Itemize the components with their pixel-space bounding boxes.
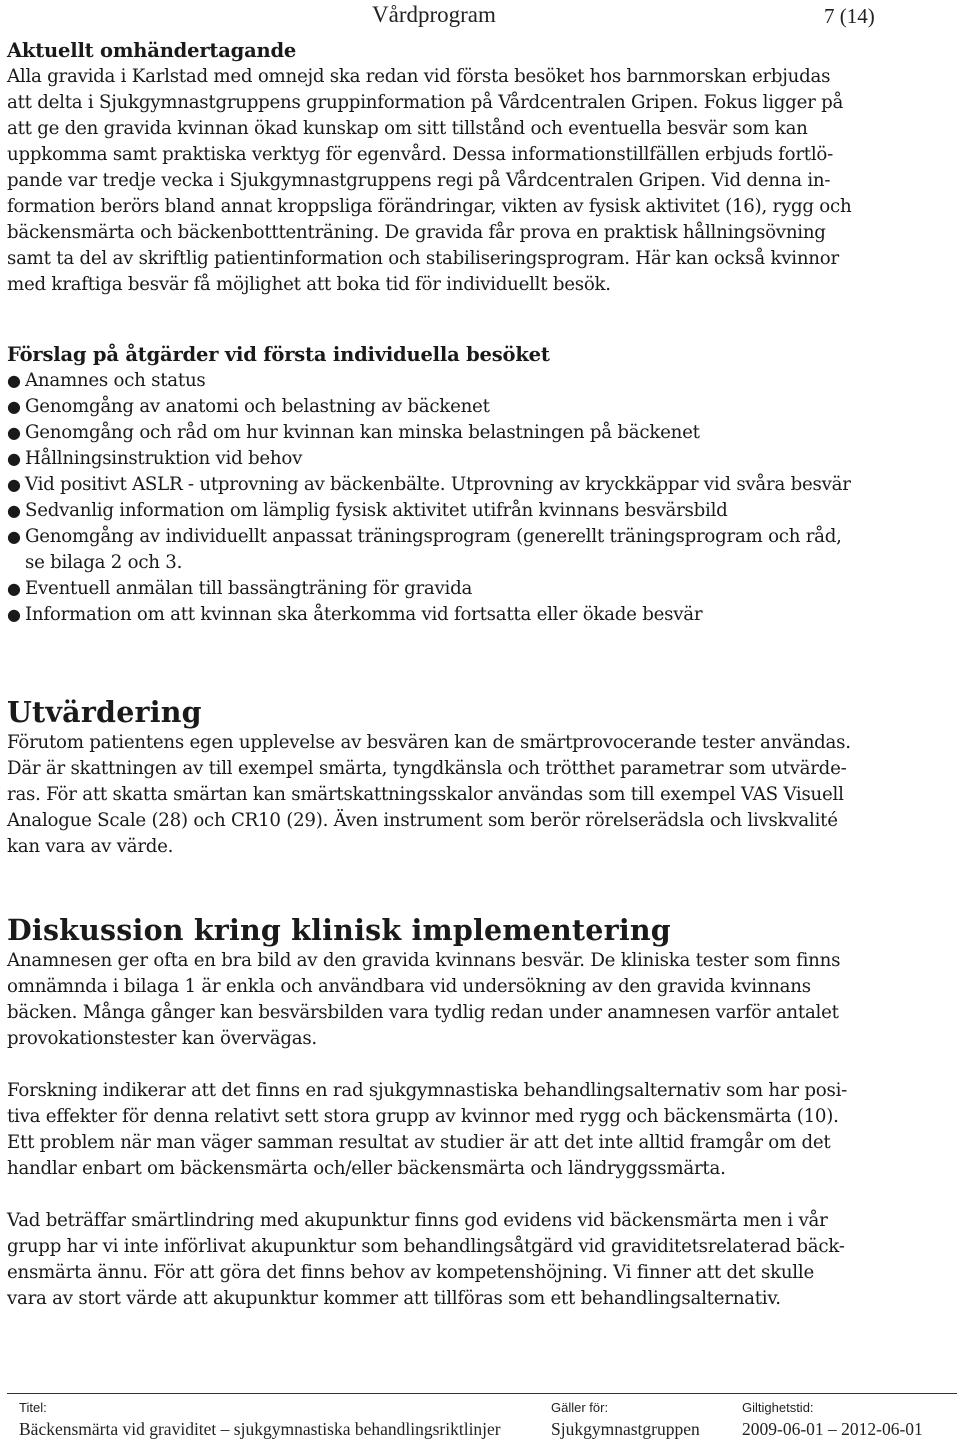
- section-heading: Utvärdering: [7, 695, 202, 729]
- list-item-text: Vid positivt ASLR - utprovning av bäckenbälte. Utprovning av kryckkäppar vid svåra besvär: [25, 474, 851, 495]
- page-header: [0, 0, 960, 30]
- text-line: tiva effekter för denna relativt sett stora grupp av kvinnor med rygg och bäckensmärta (10).: [7, 1106, 839, 1127]
- bullet-icon: ●: [7, 423, 21, 442]
- page-footer: [7, 1393, 957, 1439]
- text-line: handlar enbart om bäckensmärta och/eller bäckensmärta och ländryggssmärta.: [7, 1158, 726, 1179]
- paragraph: [7, 64, 957, 298]
- text-line: provokationstester kan övervägas.: [7, 1028, 317, 1049]
- footer-applies-value: Sjukgymnastgruppen: [551, 1419, 700, 1439]
- text-line: Anamnesen ger ofta en bra bild av den gravida kvinnans besvär. De kliniska tester som finns: [7, 950, 841, 971]
- list-item-text: Sedvanlig information om lämplig fysisk aktivitet utifrån kvinnans besvärsbild: [25, 500, 728, 521]
- list-item: [7, 394, 957, 420]
- text-line: Förutom patientens egen upplevelse av besvären kan de smärtprovocerande tester användas.: [7, 732, 851, 753]
- text-line: uppkomma samt praktiska verktyg för egenvård. Dessa informationstillfällen erbjuds fortlö-: [7, 144, 834, 165]
- text-line: bäcken. Många gånger kan besvärsbilden vara tydlig redan under anamnesen varför antalet: [7, 1002, 839, 1023]
- bullet-icon: ●: [7, 397, 21, 416]
- list-item-text: Anamnes och status: [25, 370, 206, 391]
- page-number: 7 (14): [824, 4, 875, 28]
- text-line: formation berörs bland annat kroppsliga förändringar, vikten av fysisk aktivitet (16), rygg och: [7, 196, 852, 217]
- section-heading: Förslag på åtgärder vid första individuella besöket: [7, 343, 550, 366]
- list-item-text: Hållningsinstruktion vid behov: [25, 448, 303, 469]
- list-item-text: se bilaga 2 och 3.: [25, 552, 183, 573]
- list-item-text: Eventuell anmälan till bassängträning för gravida: [25, 578, 473, 599]
- list-item: [7, 498, 957, 524]
- list-item: [7, 524, 957, 576]
- list-item: [7, 472, 957, 498]
- footer-applies-label: Gäller för:: [551, 1400, 609, 1415]
- text-line: att ge den gravida kvinnan ökad kunskap om sitt tillstånd och eventuella besvär som kan: [7, 118, 808, 139]
- list-item: [7, 368, 957, 394]
- text-line: pande var tredje vecka i Sjukgymnastgruppens regi på Vårdcentralen Gripen. Vid denna in-: [7, 170, 831, 191]
- text-line: Där är skattningen av till exempel smärta, tyngdkänsla och trötthet parametrar som utvärde-: [7, 758, 847, 779]
- text-line: bäckensmärta och bäckenbotttenträning. De gravida får prova en praktisk hållningsövning: [7, 222, 826, 243]
- footer-title-label: Titel:: [19, 1400, 47, 1415]
- list-item-text: Information om att kvinnan ska återkomma vid fortsatta eller ökade besvär: [25, 604, 703, 625]
- document-body: [7, 38, 957, 1312]
- bullet-icon: ●: [7, 605, 21, 624]
- list-item: [7, 602, 957, 628]
- list-item: [7, 576, 957, 602]
- text-line: kan vara av värde.: [7, 836, 174, 857]
- bullet-icon: ●: [7, 475, 21, 494]
- footer-validity-value: 2009-06-01 – 2012-06-01: [742, 1419, 923, 1439]
- document-title: Vårdprogram: [372, 2, 496, 27]
- text-line: Forskning indikerar att det finns en rad sjukgymnastiska behandlingsalternativ som har posi-: [7, 1080, 848, 1101]
- section-heading: Aktuellt omhändertagande: [7, 39, 297, 62]
- paragraph: [7, 948, 957, 1052]
- list-item-text: Genomgång och råd om hur kvinnan kan minska belastningen på bäckenet: [25, 422, 700, 443]
- text-line: att delta i Sjukgymnastgruppens gruppinformation på Vårdcentralen Gripen. Fokus ligger på: [7, 92, 844, 113]
- text-line: med kraftiga besvär få möjlighet att boka tid för individuellt besök.: [7, 274, 611, 295]
- text-line: Alla gravida i Karlstad med omnejd ska redan vid första besöket hos barnmorskan erbjudas: [7, 66, 831, 87]
- text-line: samt ta del av skriftlig patientinformation och stabiliseringsprogram. Här kan också kvinnor: [7, 248, 839, 269]
- text-line: Analogue Scale (28) och CR10 (29). Även instrument som berör rörelserädsla och livskvalité: [7, 810, 838, 831]
- section-forslag: [7, 342, 957, 628]
- bullet-icon: ●: [7, 371, 21, 390]
- section-heading: Diskussion kring klinisk implementering: [7, 913, 671, 947]
- paragraph: [7, 730, 957, 860]
- text-line: ras. För att skatta smärtan kan smärtskattningsskalor användas som till exempel VAS Visuell: [7, 784, 844, 805]
- footer-title-value: Bäckensmärta vid graviditet – sjukgymnastiska behandlingsriktlinjer: [19, 1419, 501, 1439]
- text-line: grupp har vi inte införlivat akupunktur som behandlingsåtgärd vid graviditetsrelaterad bäck-: [7, 1236, 845, 1257]
- text-line: vara av stort värde att akupunktur kommer att tillföras som ett behandlingsalternativ.: [7, 1288, 781, 1309]
- section-aktuellt: [7, 38, 957, 298]
- list-item: [7, 420, 957, 446]
- section-utvardering: [7, 694, 957, 860]
- bullet-icon: ●: [7, 579, 21, 598]
- text-line: ensmärta ännu. För att göra det finns behov av kompetenshöjning. Vi finner att det skulle: [7, 1262, 814, 1283]
- paragraph: [7, 1208, 957, 1312]
- bullet-icon: ●: [7, 449, 21, 468]
- list-item: [7, 446, 957, 472]
- list-item-text: Genomgång av anatomi och belastning av bäckenet: [25, 396, 490, 417]
- text-line: omnämnda i bilaga 1 är enkla och användbara vid undersökning av den gravida kvinnans: [7, 976, 811, 997]
- bullet-icon: ●: [7, 501, 21, 520]
- text-line: Ett problem när man väger samman resultat av studier är att det inte alltid framgår om det: [7, 1132, 831, 1153]
- bullet-icon: ●: [7, 527, 21, 546]
- paragraph: [7, 1078, 957, 1182]
- measures-list: [7, 368, 957, 628]
- section-diskussion: [7, 912, 957, 1312]
- list-item-text: Genomgång av individuellt anpassat träningsprogram (generellt träningsprogram och råd,: [25, 526, 842, 547]
- footer-validity-label: Giltighetstid:: [742, 1400, 814, 1415]
- text-line: Vad beträffar smärtlindring med akupunktur finns god evidens vid bäckensmärta men i vår: [7, 1210, 828, 1231]
